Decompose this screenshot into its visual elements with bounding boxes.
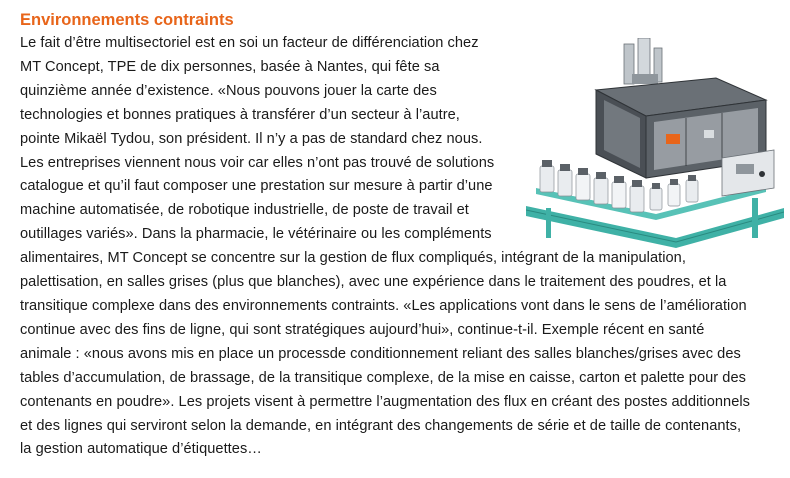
body-line: palettisation, en salles grises (plus que blanches), avec une expérience dans le traitement des poudres, et la [20, 274, 727, 291]
body-line: animale : «nous avons mis en place un processde conditionnement reliant des salles blanches/grises avec des [20, 345, 741, 362]
body-line: machine automatisée, de robotique industrielle, de poste de travail et [20, 202, 469, 219]
body-line: quinzième année d’existence. «Nous pouvons jouer la carte des [20, 82, 437, 99]
body-line: Le fait d’être multisectoriel est en soi un facteur de différenciation chez [20, 35, 479, 51]
body-line: Les entreprises viennent nous voir car elles n’ont pas trouvé de solutions [20, 154, 495, 171]
body-line: alimentaires, MT Concept se concentre sur la gestion de flux compliqués, intégrant de la manipulation, [20, 250, 686, 267]
body-line: technologies et bonnes pratiques à transférer d’un secteur à l’autre, [20, 106, 460, 123]
hoppers [624, 38, 662, 84]
body-line: la gestion automatique d’étiquettes… [20, 441, 262, 458]
body-line: outillages variés». Dans la pharmacie, le vétérinaire ou les compléments [20, 226, 492, 243]
packaging-machine-illustration [526, 38, 784, 248]
body-line: pointe Mikaël Tydou, son président. Il n’y a pas de standard chez nous. [20, 130, 483, 147]
body-line: transitique complexe dans des environnements contraints. «Les applications vont dans le sens de l’amélioration [20, 297, 747, 314]
body-line: tables d’accumulation, de brassage, de la transitique complexe, de la mise en caisse, carton et palette pour des [20, 369, 746, 386]
body-line: MT Concept, TPE de dix personnes, basée à Nantes, qui fête sa [20, 58, 440, 75]
article-heading: Environnements contraints [20, 11, 234, 29]
body-line: catalogue et qu’il faut composer une prestation sur mesure à partir d’une [20, 178, 493, 195]
control-box [722, 150, 774, 196]
body-line: et des lignes qui serviront selon la demande, en intégrant des changements de série et de taille de contenants, [20, 417, 742, 434]
body-line: continue avec des fins de ligne, qui sont stratégiques aujourd’hui», continue-t-il. Exemple récent en santé [20, 321, 705, 338]
body-line: contenants en poudre». Les projets visent à permettre l’augmentation des flux en créant des postes additionnels [20, 393, 751, 410]
